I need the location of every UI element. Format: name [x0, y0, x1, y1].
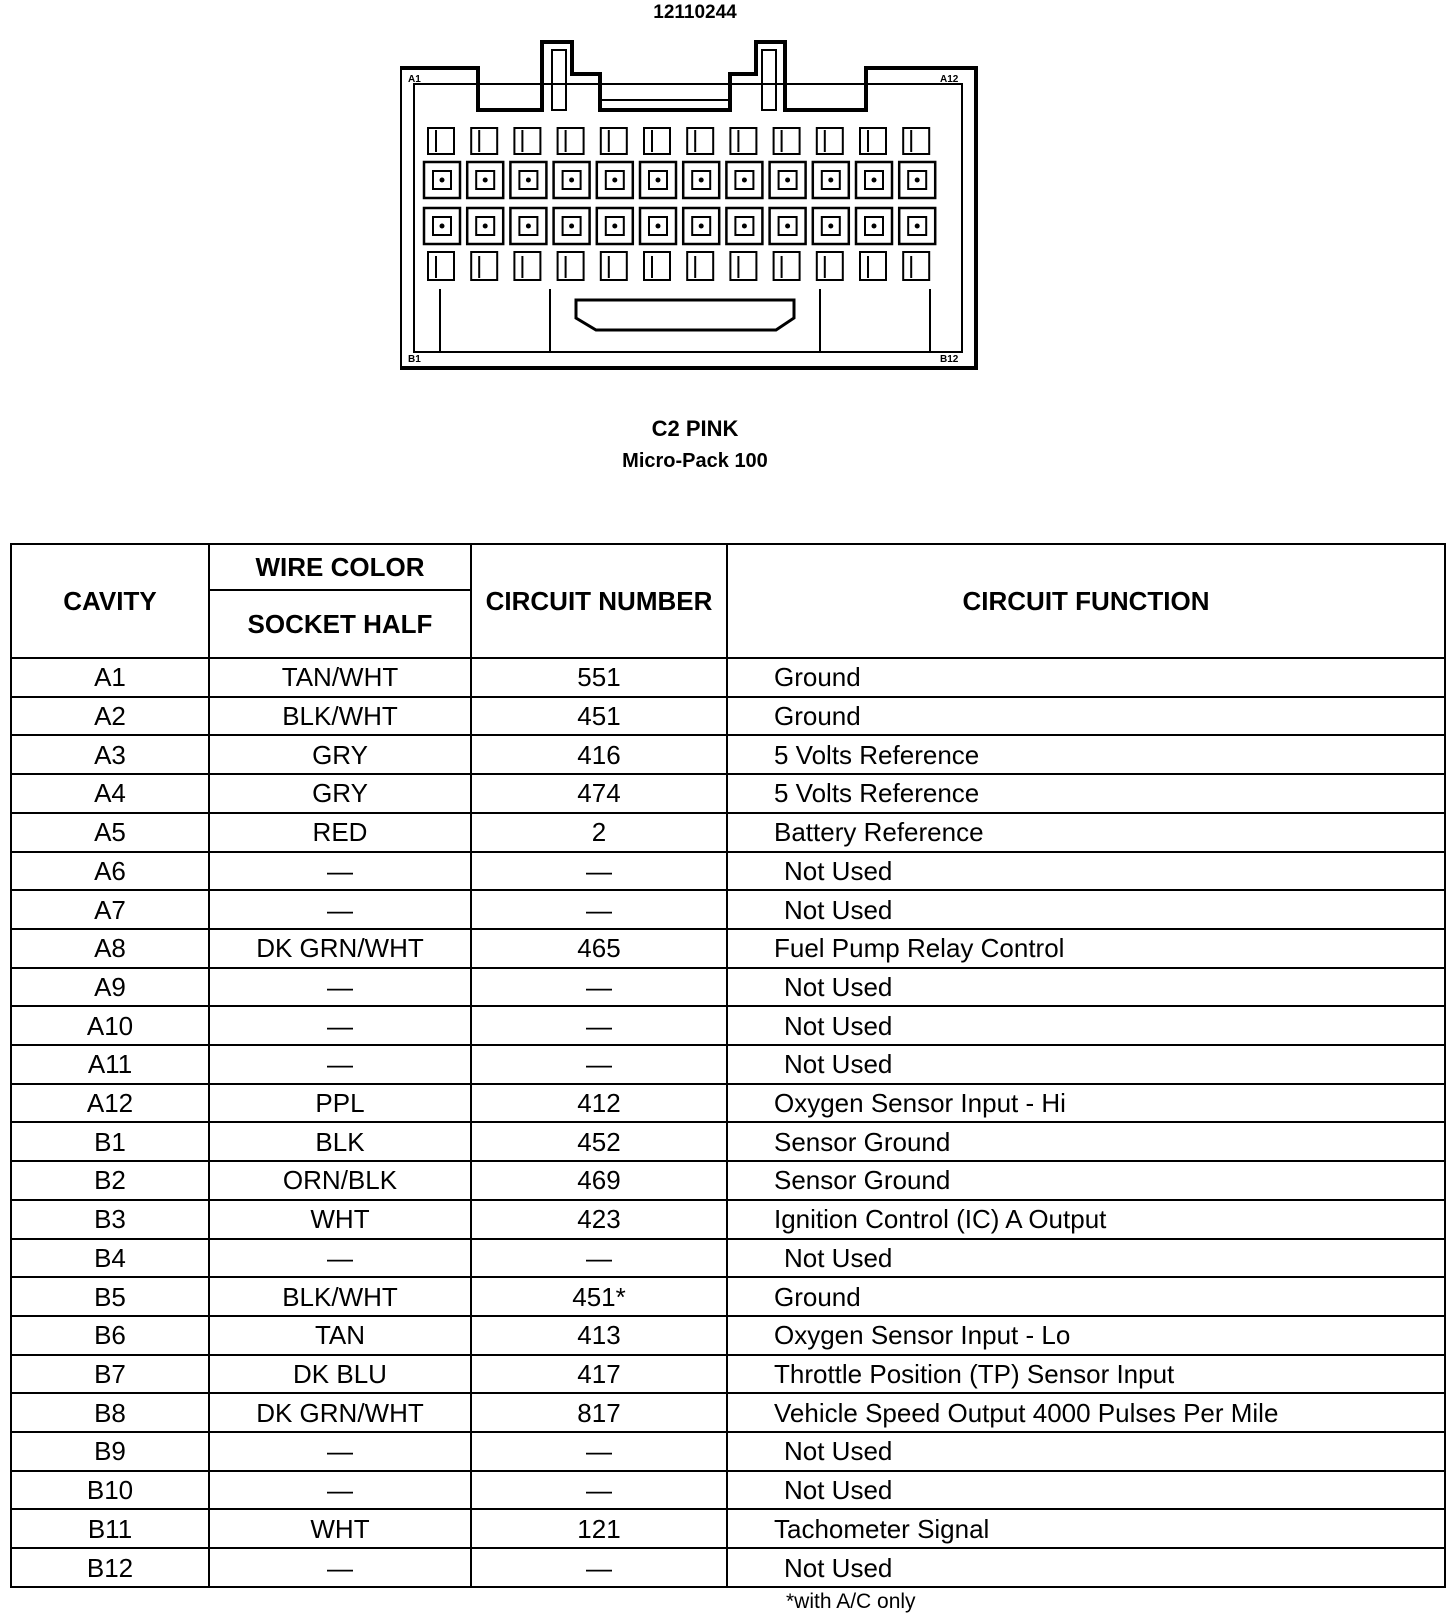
cell-wire-color: — — [209, 890, 471, 929]
cell-circuit-function: Not Used — [727, 1006, 1445, 1045]
table-row — [11, 1084, 1445, 1123]
cavity-a-pin — [483, 178, 488, 183]
cavity-tab-a — [817, 128, 843, 154]
table-row — [11, 1200, 1445, 1239]
cavity-a-pin — [656, 178, 661, 183]
pinout-rows — [11, 658, 1445, 1587]
cell-circuit-function: Ground — [727, 658, 1445, 697]
cell-circuit-function: Ignition Control (IC) A Output — [727, 1200, 1445, 1239]
table-row — [11, 1355, 1445, 1394]
cell-wire-color: WHT — [209, 1200, 471, 1239]
cell-wire-color: BLK — [209, 1122, 471, 1161]
cavity-tab-b — [860, 252, 886, 280]
corner-label-b1: B1 — [408, 354, 421, 365]
cavity-tab-a — [558, 128, 584, 154]
cell-wire-color: — — [209, 1548, 471, 1587]
header-circuit-number: CIRCUIT NUMBER — [471, 544, 727, 658]
cell-circuit-function: Not Used — [727, 852, 1445, 891]
cell-wire-color: — — [209, 1239, 471, 1278]
cell-cavity: A4 — [11, 774, 209, 813]
cavity-tab-a — [428, 128, 454, 154]
cell-cavity: A9 — [11, 968, 209, 1007]
cell-cavity: B2 — [11, 1161, 209, 1200]
cavity-a-pin — [915, 178, 920, 183]
cell-cavity: A2 — [11, 697, 209, 736]
cell-cavity: A11 — [11, 1045, 209, 1084]
cell-circuit-function: Not Used — [727, 1045, 1445, 1084]
cell-circuit-number: 2 — [471, 813, 727, 852]
cell-cavity: B5 — [11, 1277, 209, 1316]
cell-cavity: B8 — [11, 1393, 209, 1432]
cell-wire-color: DK GRN/WHT — [209, 929, 471, 968]
header-wire-color: WIRE COLOR — [209, 544, 471, 590]
cavity-tab-a — [903, 128, 929, 154]
table-row — [11, 658, 1445, 697]
cell-circuit-function: Tachometer Signal — [727, 1509, 1445, 1548]
table-row — [11, 1006, 1445, 1045]
cell-circuit-function: Not Used — [727, 1471, 1445, 1510]
table-row — [11, 1045, 1445, 1084]
cavity-a-pin — [785, 178, 790, 183]
cell-circuit-number: — — [471, 1239, 727, 1278]
cell-cavity: A10 — [11, 1006, 209, 1045]
cavity-a-pin — [569, 178, 574, 183]
table-row — [11, 890, 1445, 929]
cell-circuit-function: Fuel Pump Relay Control — [727, 929, 1445, 968]
cavity-tab-a — [687, 128, 713, 154]
header-cavity: CAVITY — [11, 544, 209, 658]
cell-cavity: A8 — [11, 929, 209, 968]
cavity-tab-b — [471, 252, 497, 280]
cell-circuit-function: Not Used — [727, 968, 1445, 1007]
cell-circuit-function: Throttle Position (TP) Sensor Input — [727, 1355, 1445, 1394]
cavity-tab-b — [903, 252, 929, 280]
cell-wire-color: — — [209, 1045, 471, 1084]
connector-face-diagram — [400, 34, 990, 374]
cell-circuit-number: — — [471, 890, 727, 929]
cell-circuit-function: Not Used — [727, 1548, 1445, 1587]
cell-cavity: B3 — [11, 1200, 209, 1239]
cell-circuit-number: 817 — [471, 1393, 727, 1432]
latch-right — [762, 50, 776, 110]
cell-circuit-function: Ground — [727, 697, 1445, 736]
cavity-tab-b — [730, 252, 756, 280]
cell-wire-color: — — [209, 1471, 471, 1510]
cell-circuit-function: Battery Reference — [727, 813, 1445, 852]
connector-name: C2 PINK — [651, 416, 739, 441]
connector-key-slot — [576, 300, 794, 330]
corner-label-a1: A1 — [408, 74, 421, 85]
cell-circuit-function: Sensor Ground — [727, 1122, 1445, 1161]
cell-cavity: A7 — [11, 890, 209, 929]
cell-cavity: B4 — [11, 1239, 209, 1278]
cell-cavity: B12 — [11, 1548, 209, 1587]
cell-cavity: B7 — [11, 1355, 209, 1394]
cell-wire-color: BLK/WHT — [209, 1277, 471, 1316]
cell-circuit-function: Not Used — [727, 1239, 1445, 1278]
part-number: 12110244 — [653, 2, 737, 23]
cell-circuit-number: 452 — [471, 1122, 727, 1161]
cavity-tab-b — [687, 252, 713, 280]
cavity-tab-a — [601, 128, 627, 154]
cell-wire-color: PPL — [209, 1084, 471, 1123]
cavity-b-pin — [440, 224, 445, 229]
cell-wire-color: ORN/BLK — [209, 1161, 471, 1200]
cell-circuit-number: 474 — [471, 774, 727, 813]
cavity-a-pin — [526, 178, 531, 183]
cell-circuit-number: — — [471, 1471, 727, 1510]
latch-left — [552, 50, 566, 110]
cell-circuit-function: Not Used — [727, 1432, 1445, 1471]
table-row — [11, 1471, 1445, 1510]
cavity-tab-a — [471, 128, 497, 154]
table-row — [11, 774, 1445, 813]
cell-wire-color: TAN — [209, 1316, 471, 1355]
table-row — [11, 968, 1445, 1007]
cavity-a-pin — [828, 178, 833, 183]
cavity-tab-a — [860, 128, 886, 154]
cavity-a-pin — [872, 178, 877, 183]
cell-circuit-number: 423 — [471, 1200, 727, 1239]
cell-wire-color: TAN/WHT — [209, 658, 471, 697]
table-row — [11, 697, 1445, 736]
cell-wire-color: RED — [209, 813, 471, 852]
cavity-grid — [424, 128, 935, 280]
pinout-table — [10, 543, 1446, 1588]
cell-wire-color: — — [209, 1006, 471, 1045]
cavity-tab-a — [774, 128, 800, 154]
cell-wire-color: GRY — [209, 735, 471, 774]
table-row — [11, 1277, 1445, 1316]
cell-circuit-number: — — [471, 1432, 727, 1471]
cell-cavity: A1 — [11, 658, 209, 697]
cell-wire-color: GRY — [209, 774, 471, 813]
table-row — [11, 1316, 1445, 1355]
cell-circuit-function: Ground — [727, 1277, 1445, 1316]
cell-wire-color: BLK/WHT — [209, 697, 471, 736]
cell-cavity: B10 — [11, 1471, 209, 1510]
corner-label-b12: B12 — [940, 354, 959, 365]
cell-cavity: A5 — [11, 813, 209, 852]
cavity-tab-a — [644, 128, 670, 154]
cell-circuit-number: 412 — [471, 1084, 727, 1123]
cell-circuit-number: 451* — [471, 1277, 727, 1316]
cavity-b-pin — [656, 224, 661, 229]
cell-circuit-function: Oxygen Sensor Input - Lo — [727, 1316, 1445, 1355]
cavity-tab-b — [558, 252, 584, 280]
table-row — [11, 1432, 1445, 1471]
table-row — [11, 1161, 1445, 1200]
header-circuit-function: CIRCUIT FUNCTION — [727, 544, 1445, 658]
cell-circuit-number: 551 — [471, 658, 727, 697]
cavity-b-pin — [872, 224, 877, 229]
cavity-tab-b — [817, 252, 843, 280]
cell-wire-color: — — [209, 852, 471, 891]
cell-wire-color: WHT — [209, 1509, 471, 1548]
header-socket-half: SOCKET HALF — [209, 590, 471, 658]
cell-wire-color: — — [209, 968, 471, 1007]
connector-housing — [400, 42, 976, 368]
cavity-a-pin — [742, 178, 747, 183]
cavity-a-pin — [612, 178, 617, 183]
cell-cavity: B6 — [11, 1316, 209, 1355]
cell-circuit-function: Not Used — [727, 890, 1445, 929]
table-row — [11, 1239, 1445, 1278]
cell-circuit-number: 465 — [471, 929, 727, 968]
cell-wire-color: DK BLU — [209, 1355, 471, 1394]
cavity-tab-b — [514, 252, 540, 280]
cell-cavity: A3 — [11, 735, 209, 774]
table-row — [11, 1122, 1445, 1161]
cell-wire-color: — — [209, 1432, 471, 1471]
cavity-b-pin — [742, 224, 747, 229]
cavity-tab-a — [730, 128, 756, 154]
cell-cavity: B9 — [11, 1432, 209, 1471]
table-row — [11, 929, 1445, 968]
cell-circuit-function: Oxygen Sensor Input - Hi — [727, 1084, 1445, 1123]
cell-cavity: B1 — [11, 1122, 209, 1161]
cavity-tab-a — [514, 128, 540, 154]
cavity-tab-b — [428, 252, 454, 280]
cavity-b-pin — [915, 224, 920, 229]
table-row — [11, 1509, 1445, 1548]
footnote: *with A/C only — [786, 1590, 916, 1613]
corner-label-a12: A12 — [940, 74, 959, 85]
cell-circuit-number: — — [471, 1548, 727, 1587]
table-row — [11, 1548, 1445, 1587]
cavity-b-pin — [699, 224, 704, 229]
cell-cavity: B11 — [11, 1509, 209, 1548]
cell-circuit-function: Vehicle Speed Output 4000 Pulses Per Mile — [727, 1393, 1445, 1432]
connector-type: Micro-Pack 100 — [622, 450, 768, 472]
cell-circuit-function: 5 Volts Reference — [727, 774, 1445, 813]
cell-circuit-number: — — [471, 1045, 727, 1084]
cell-circuit-number: 413 — [471, 1316, 727, 1355]
cavity-tab-b — [644, 252, 670, 280]
cell-circuit-number: 451 — [471, 697, 727, 736]
cell-circuit-number: — — [471, 1006, 727, 1045]
cavity-tab-b — [601, 252, 627, 280]
cell-circuit-number: 121 — [471, 1509, 727, 1548]
cell-circuit-number: — — [471, 968, 727, 1007]
cell-circuit-number: — — [471, 852, 727, 891]
table-row — [11, 852, 1445, 891]
table-row — [11, 813, 1445, 852]
table-row — [11, 1393, 1445, 1432]
cavity-a-pin — [699, 178, 704, 183]
cavity-b-pin — [612, 224, 617, 229]
cavity-b-pin — [569, 224, 574, 229]
cell-circuit-function: Sensor Ground — [727, 1161, 1445, 1200]
table-row — [11, 735, 1445, 774]
cavity-b-pin — [785, 224, 790, 229]
cavity-b-pin — [828, 224, 833, 229]
cavity-a-pin — [440, 178, 445, 183]
cell-cavity: A6 — [11, 852, 209, 891]
cell-circuit-function: 5 Volts Reference — [727, 735, 1445, 774]
cavity-b-pin — [526, 224, 531, 229]
cell-circuit-number: 469 — [471, 1161, 727, 1200]
cavity-b-pin — [483, 224, 488, 229]
cell-wire-color: DK GRN/WHT — [209, 1393, 471, 1432]
cell-cavity: A12 — [11, 1084, 209, 1123]
cell-circuit-number: 417 — [471, 1355, 727, 1394]
cavity-tab-b — [774, 252, 800, 280]
cell-circuit-number: 416 — [471, 735, 727, 774]
